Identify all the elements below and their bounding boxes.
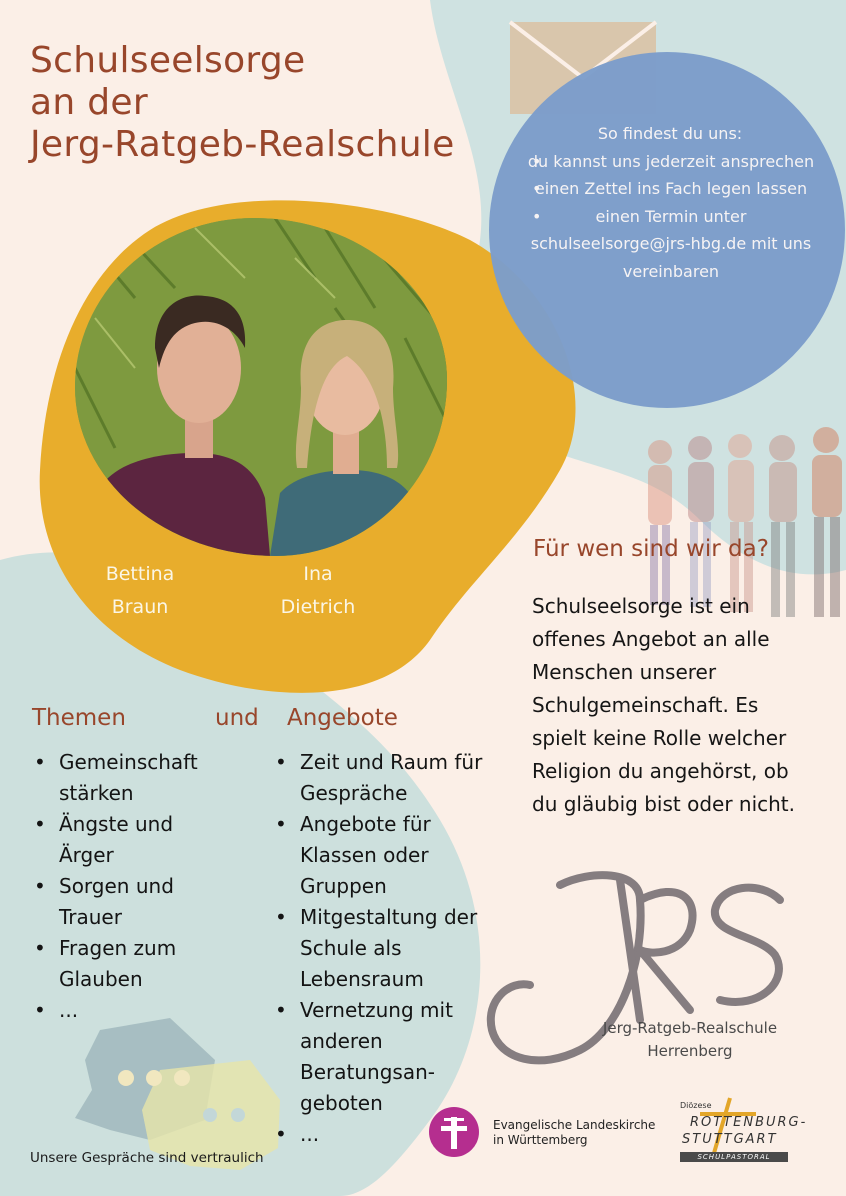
diocese-line-2: STUTTGART bbox=[682, 1132, 778, 1147]
title-line-1: Schulseelsorge bbox=[30, 40, 306, 81]
for-whom-heading: Für wen sind wir da? bbox=[533, 536, 769, 562]
school-city: Herrenberg bbox=[647, 1042, 733, 1060]
school-logo-caption bbox=[590, 1017, 790, 1063]
contact-item: • du kannst uns jederzeit ansprechen bbox=[510, 148, 830, 176]
last-name: Dietrich bbox=[280, 596, 356, 618]
confidential-note: Unsere Gespräche sind vertraulich bbox=[30, 1150, 264, 1166]
first-name: Bettina bbox=[105, 563, 175, 585]
diocese-band: SCHULPASTORAL bbox=[697, 1153, 771, 1161]
themes-heading-right: Angebote bbox=[287, 705, 398, 731]
school-name: Jerg-Ratgeb-Realschule bbox=[602, 1019, 778, 1037]
themes-list bbox=[31, 747, 231, 1026]
church-logo-text bbox=[493, 1118, 673, 1148]
diocese-small-text: Diözese bbox=[680, 1101, 712, 1110]
list-item: • ... bbox=[31, 995, 231, 1026]
list-item: • ... bbox=[272, 1119, 502, 1150]
name-person-1 bbox=[90, 558, 190, 624]
last-name: Braun bbox=[111, 596, 169, 618]
diocese-line-1: ROTTENBURG- bbox=[690, 1115, 808, 1130]
church-line-2: in Württemberg bbox=[493, 1133, 588, 1147]
contact-item: • einen Zettel ins Fach legen lassen bbox=[510, 175, 830, 203]
list-item: • Vernetzung mit anderen Beratungsan-geboten bbox=[272, 995, 502, 1119]
name-person-2 bbox=[268, 558, 368, 624]
page-title bbox=[30, 40, 550, 166]
list-item: • Angebote für Klassen oder Gruppen bbox=[272, 809, 502, 902]
contact-list bbox=[510, 148, 830, 286]
contact-info bbox=[510, 120, 830, 285]
offers-list bbox=[272, 747, 502, 1150]
first-name: Ina bbox=[303, 563, 333, 585]
list-item: • Fragen zum Glauben bbox=[31, 933, 231, 995]
list-item: • Zeit und Raum für Gespräche bbox=[272, 747, 502, 809]
church-line-1: Evangelische Landeskirche bbox=[493, 1118, 656, 1132]
list-item: • Ängste und Ärger bbox=[31, 809, 231, 871]
themes-heading-left: Themen bbox=[32, 705, 126, 731]
title-line-3: Jerg-Ratgeb-Realschule bbox=[30, 124, 455, 165]
themes-heading-mid: und bbox=[215, 705, 259, 731]
list-item: • Mitgestaltung der Schule als Lebensraum bbox=[272, 902, 502, 995]
for-whom-text: Schulseelsorge ist ein offenes Angebot an alle Menschen unserer Schulgemeinschaft. Es spielt keine Rolle welcher Religion du angehörst, ob du gläubig bist oder nicht. bbox=[532, 594, 796, 816]
contact-item: • einen Termin unter schulseelsorge@jrs-hbg.de mit uns vereinbaren bbox=[510, 203, 830, 286]
title-line-2: an der bbox=[30, 82, 148, 123]
diocese-logo-text bbox=[682, 1114, 808, 1148]
list-item: • Gemeinschaft stärken bbox=[31, 747, 231, 809]
list-item: • Sorgen und Trauer bbox=[31, 871, 231, 933]
contact-heading: So findest du uns: bbox=[597, 124, 743, 143]
